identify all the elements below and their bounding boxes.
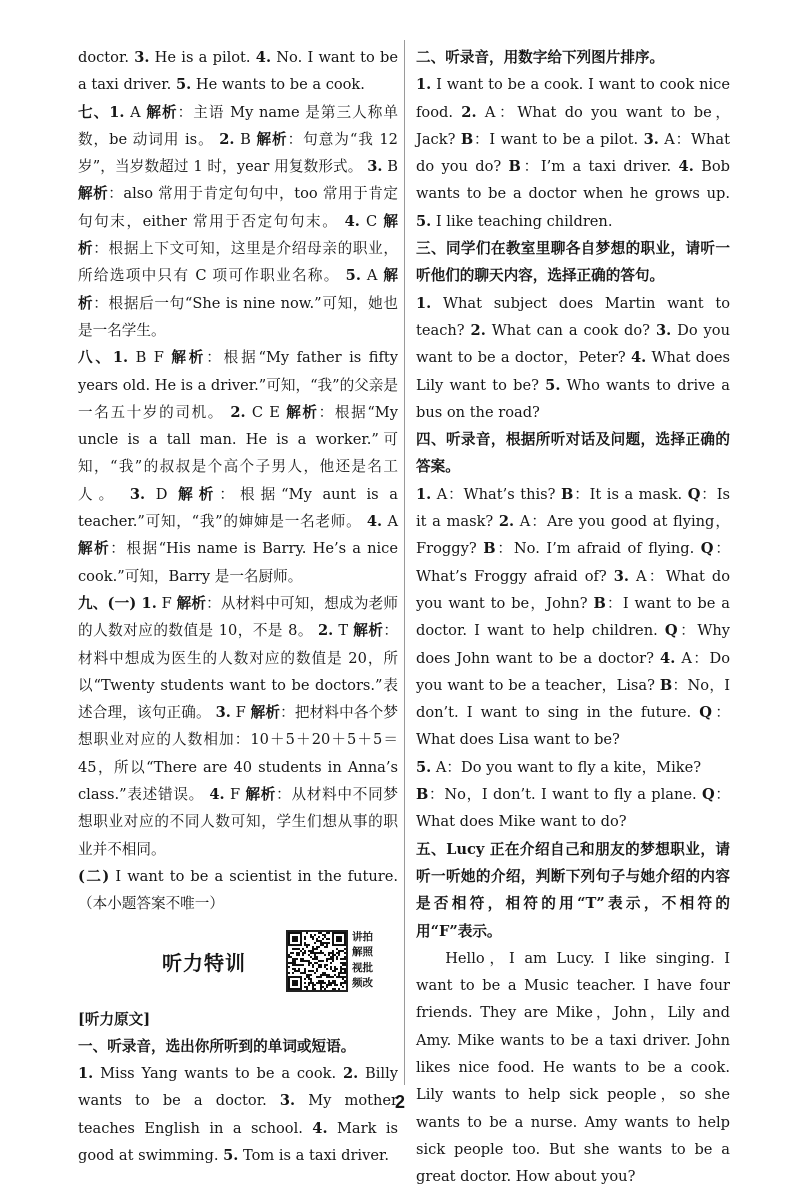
text-run: ：No，I don’t. I want to sing in the future. — [416, 676, 731, 722]
text-run: ：I want to be a pilot. — [473, 130, 644, 148]
answer-paragraph — [78, 44, 398, 99]
text-run: 五、Lucy 正在介绍自己和朋友的梦想职业，请听一听她的介绍，判断下列句子与她介绍的内容是否相符，相符的用“T”表示，不相符的用“F”表示。 — [416, 840, 730, 940]
text-run: 2. — [461, 103, 477, 121]
text-run: 八、1. — [78, 349, 129, 367]
text-run: Tom is a taxi driver. — [238, 1146, 389, 1164]
section-title: 听力特训 — [162, 950, 246, 975]
transcript-paragraph — [416, 754, 730, 781]
text-run: D — [145, 485, 179, 503]
text-run: ：What does Mike want to do? — [416, 786, 730, 831]
text-run: Hello，I am Lucy. I like singing. I want to be a Music teacher. I have four friends. They are Mike，John，Lily and Amy. Mike wants to be a taxi driver. John likes nice food. He wants to be a cook. Lily wants to help sick people，so she wants to be a nurse. Amy wants to help sick people too. But she wants to be a great doctor. How about you? — [416, 949, 730, 1186]
text-run: 2. — [230, 403, 246, 421]
transcript-paragraph — [78, 1060, 398, 1169]
text-run: ：材料中想成为医生的人数对应的数值是 20，所以“Twenty students want to be doctors.”表述合理，该句正确。 — [78, 622, 398, 722]
page-number: 2 — [394, 1092, 405, 1112]
text-run: 2. — [498, 513, 515, 531]
text-run: 4. — [255, 49, 272, 66]
text-run: T — [333, 622, 354, 640]
text-run: I want to be a cook. I want to cook nice food. — [416, 76, 730, 121]
listening-training-banner — [78, 924, 398, 1002]
text-run: ：What’s Froggy afraid of? — [416, 540, 730, 585]
text-run: B — [560, 485, 574, 503]
answer-paragraph — [78, 863, 398, 918]
text-run: 解析 — [78, 212, 398, 258]
text-run: Mark is good at swimming. — [78, 1119, 398, 1164]
text-run: 4. — [366, 513, 383, 531]
text-run: ：I want to be a doctor. I want to help children. — [416, 594, 730, 640]
text-run: 二、听录音，用数字给下列图片排序。 — [416, 49, 665, 66]
transcript-paragraph — [416, 71, 730, 235]
text-run: ：主语 My name 是第三人称单数，be 动词用 is。 — [78, 103, 398, 148]
text-run: 解析 — [78, 540, 111, 558]
text-run: B — [659, 676, 673, 694]
text-run: 3. — [134, 49, 150, 66]
text-run: F — [230, 704, 251, 722]
text-run: doctor. — [78, 49, 135, 66]
text-run: 5. — [175, 76, 192, 94]
section-heading — [416, 836, 730, 945]
text-run: ：It is a mask. — [573, 485, 688, 503]
text-run: 解析 — [286, 403, 319, 421]
text-run: He is a pilot. — [149, 49, 256, 66]
text-run: A — [124, 103, 147, 121]
section-heading — [416, 235, 730, 290]
text-run: 1. — [416, 76, 432, 94]
text-run: 4. — [660, 649, 676, 667]
text-run: A：Are you good at flying，Froggy? — [416, 513, 730, 558]
text-run: F — [156, 594, 177, 612]
text-run: 5. — [345, 267, 361, 285]
text-run: 3. — [613, 567, 629, 585]
text-run: 解析 — [256, 130, 288, 148]
text-run: Do you want to be a doctor，Peter? — [416, 321, 730, 367]
text-run: Q — [701, 786, 715, 804]
transcript-paragraph — [416, 781, 730, 836]
text-run: Billy wants to be a doctor. — [78, 1065, 398, 1110]
text-run: ：Why does John want to be a doctor? — [416, 622, 730, 667]
text-run: ：Is it a mask? — [416, 485, 730, 531]
text-run: 七、1. — [78, 103, 125, 121]
text-run: A：What do you do? — [416, 130, 730, 176]
text-run: 3. — [215, 704, 231, 722]
text-run: 2. — [318, 622, 334, 640]
text-run: A：Do you want to fly a kite，Mike? — [431, 758, 702, 776]
text-run: ：根据上下文可知，这里是介绍母亲的职业，所给选项中只有 C 项可作职业名称。 — [78, 240, 398, 285]
text-run: Miss Yang wants to be a cook. — [93, 1065, 343, 1083]
text-run: 解析 — [245, 786, 277, 804]
transcript-paragraph — [416, 481, 730, 754]
text-run: ：根据“My father is fifty years old. He is a driver.”可知，“我”的父亲是一名五十岁的司机。 — [78, 349, 398, 421]
text-run: 4. — [209, 786, 225, 804]
text-run: Bob wants to be a doctor when he grows up. — [416, 158, 730, 203]
text-run: 解析 — [176, 594, 207, 612]
text-run: 3. — [129, 485, 146, 503]
text-run: Q — [687, 485, 701, 503]
text-run: B — [234, 130, 257, 148]
text-run: A — [360, 267, 384, 285]
transcript-paragraph — [416, 290, 730, 426]
section-heading — [416, 44, 730, 71]
text-run: 4. — [312, 1119, 328, 1137]
text-run: I want to be a scientist in the future.（本小题答案不唯一） — [78, 867, 399, 913]
text-run: [听力原文] — [78, 1010, 151, 1028]
text-run: 解析 — [78, 185, 109, 203]
text-run: (二) — [78, 867, 110, 885]
transcript-paragraph — [78, 1033, 398, 1060]
text-run: 4. — [631, 349, 647, 367]
text-run: 解析 — [250, 704, 281, 722]
text-run: A — [382, 513, 398, 531]
answer-paragraph — [78, 99, 398, 345]
text-run: 1. — [416, 485, 432, 503]
text-run: ：句意为“我 12 岁”，当岁数超过 1 时，year 用复数形式。 — [78, 130, 398, 176]
text-run: B F — [128, 349, 172, 367]
text-run: 一、听录音，选出你所听到的单词或短语。 — [78, 1037, 356, 1055]
text-run: B — [382, 158, 398, 176]
text-run: ：从材料中可知，想成为老师的人数对应的数值是 10，不是 8。 — [78, 594, 398, 640]
text-run: 2. — [342, 1065, 359, 1083]
text-run: 4. — [678, 158, 694, 176]
text-run: Q — [699, 704, 712, 722]
text-run: 2. — [219, 130, 235, 148]
text-run: My mother teaches English in a school. — [78, 1092, 398, 1137]
text-run: A：Do you want to be a teacher，Lisa? — [416, 649, 730, 694]
text-run: A：What do you want to be，Jack? — [416, 103, 731, 148]
text-run: ：What does Lisa want to be? — [416, 704, 730, 749]
text-run: ：I’m a taxi driver. — [520, 158, 679, 176]
column-divider — [404, 40, 405, 1085]
text-run: B — [460, 130, 474, 148]
text-run: ：No. I’m afraid of flying. — [495, 540, 701, 558]
left-column — [78, 44, 398, 1169]
text-run: C — [359, 212, 384, 230]
text-run: 解析 — [78, 267, 398, 312]
text-run: 三、同学们在教室里聊各自梦想的职业，请听一听他们的聊天内容，选择正确的答句。 — [416, 240, 730, 285]
text-run: ：把材料中各个梦想职业对应的人数相加：10＋5＋20＋5＋5＝45，所以“There are 40 students in Anna’s class.”表述错误。 — [78, 704, 398, 804]
text-run: ：根据“His name is Barry. He’s a nice cook.”可知，Barry 是一名厨师。 — [78, 540, 398, 585]
text-run: 4. — [344, 212, 360, 230]
text-run: B — [593, 594, 606, 612]
text-run: 九、(一) 1. — [78, 594, 157, 612]
answer-paragraph — [78, 590, 398, 863]
listening-transcript — [78, 1006, 398, 1170]
text-run: B — [416, 786, 429, 804]
answer-paragraph — [78, 344, 398, 590]
text-run: ：also 常用于肯定句句中，too 常用于肯定句句末，either 常用于否定句句末。 — [78, 185, 398, 230]
text-run: 3. — [367, 158, 383, 176]
text-run: A：What do you want to be，John? — [416, 567, 730, 612]
section-heading — [416, 426, 730, 481]
text-run: C E — [245, 403, 287, 421]
text-run: Who wants to drive a bus on the road? — [416, 376, 730, 421]
text-run: What can a cook do? — [485, 321, 656, 339]
text-run: What subject does Martin want to teach? — [416, 294, 730, 339]
text-run: 3. — [643, 130, 659, 148]
text-run: 3. — [279, 1092, 296, 1110]
text-run: 5. — [416, 212, 432, 230]
text-run: No. I want to be a taxi driver. — [78, 49, 398, 94]
text-run: Q — [664, 622, 678, 640]
text-run: F — [224, 786, 246, 804]
text-run: ：从材料中不同梦想职业对应的不同人数可知，学生们想从事的职业并不相同。 — [78, 786, 398, 858]
text-run: 5. — [545, 376, 561, 394]
answer-explanations — [78, 44, 398, 918]
text-run: ：根据“My aunt is a teacher.”可知，“我”的婶婶是一名老师。 — [78, 485, 398, 531]
text-run: 解析 — [353, 622, 384, 640]
text-run: 2. — [470, 321, 486, 339]
text-run: 解析 — [171, 349, 207, 367]
transcript-paragraph — [78, 1006, 398, 1033]
text-run: B — [483, 540, 496, 558]
text-run: I like teaching children. — [431, 212, 613, 230]
text-run: ：根据后一句“She is nine now.”可知，她也是一名学生。 — [78, 294, 398, 339]
text-run: 3. — [655, 321, 672, 339]
text-run: 1. — [78, 1065, 94, 1083]
text-run: What does Lily want to be? — [416, 349, 730, 394]
text-run: 1. — [416, 294, 432, 312]
text-run: ：根据“My uncle is a tall man. He is a worker.”可知，“我”的叔叔是个高个子男人，他还是名工人。 — [78, 403, 398, 503]
text-run: 解析 — [146, 103, 178, 121]
text-run: 四、听录音，根据所听对话及问题，选择正确的答案。 — [416, 431, 730, 476]
qr-caption: 讲拍 解照 视批 频改 — [352, 930, 373, 989]
text-run: 5. — [223, 1146, 239, 1164]
text-run: B — [508, 158, 521, 176]
text-run: ：No，I don’t. I want to fly a plane. — [428, 786, 702, 804]
text-run: He wants to be a cook. — [191, 76, 365, 94]
text-run: A：What’s this? — [431, 485, 561, 503]
transcript-paragraph — [416, 945, 730, 1190]
right-column — [416, 44, 730, 1190]
qr-code[interactable] — [286, 930, 348, 992]
text-run: Q — [700, 540, 714, 558]
text-run: 5. — [416, 758, 432, 776]
text-run: 解析 — [178, 485, 220, 503]
